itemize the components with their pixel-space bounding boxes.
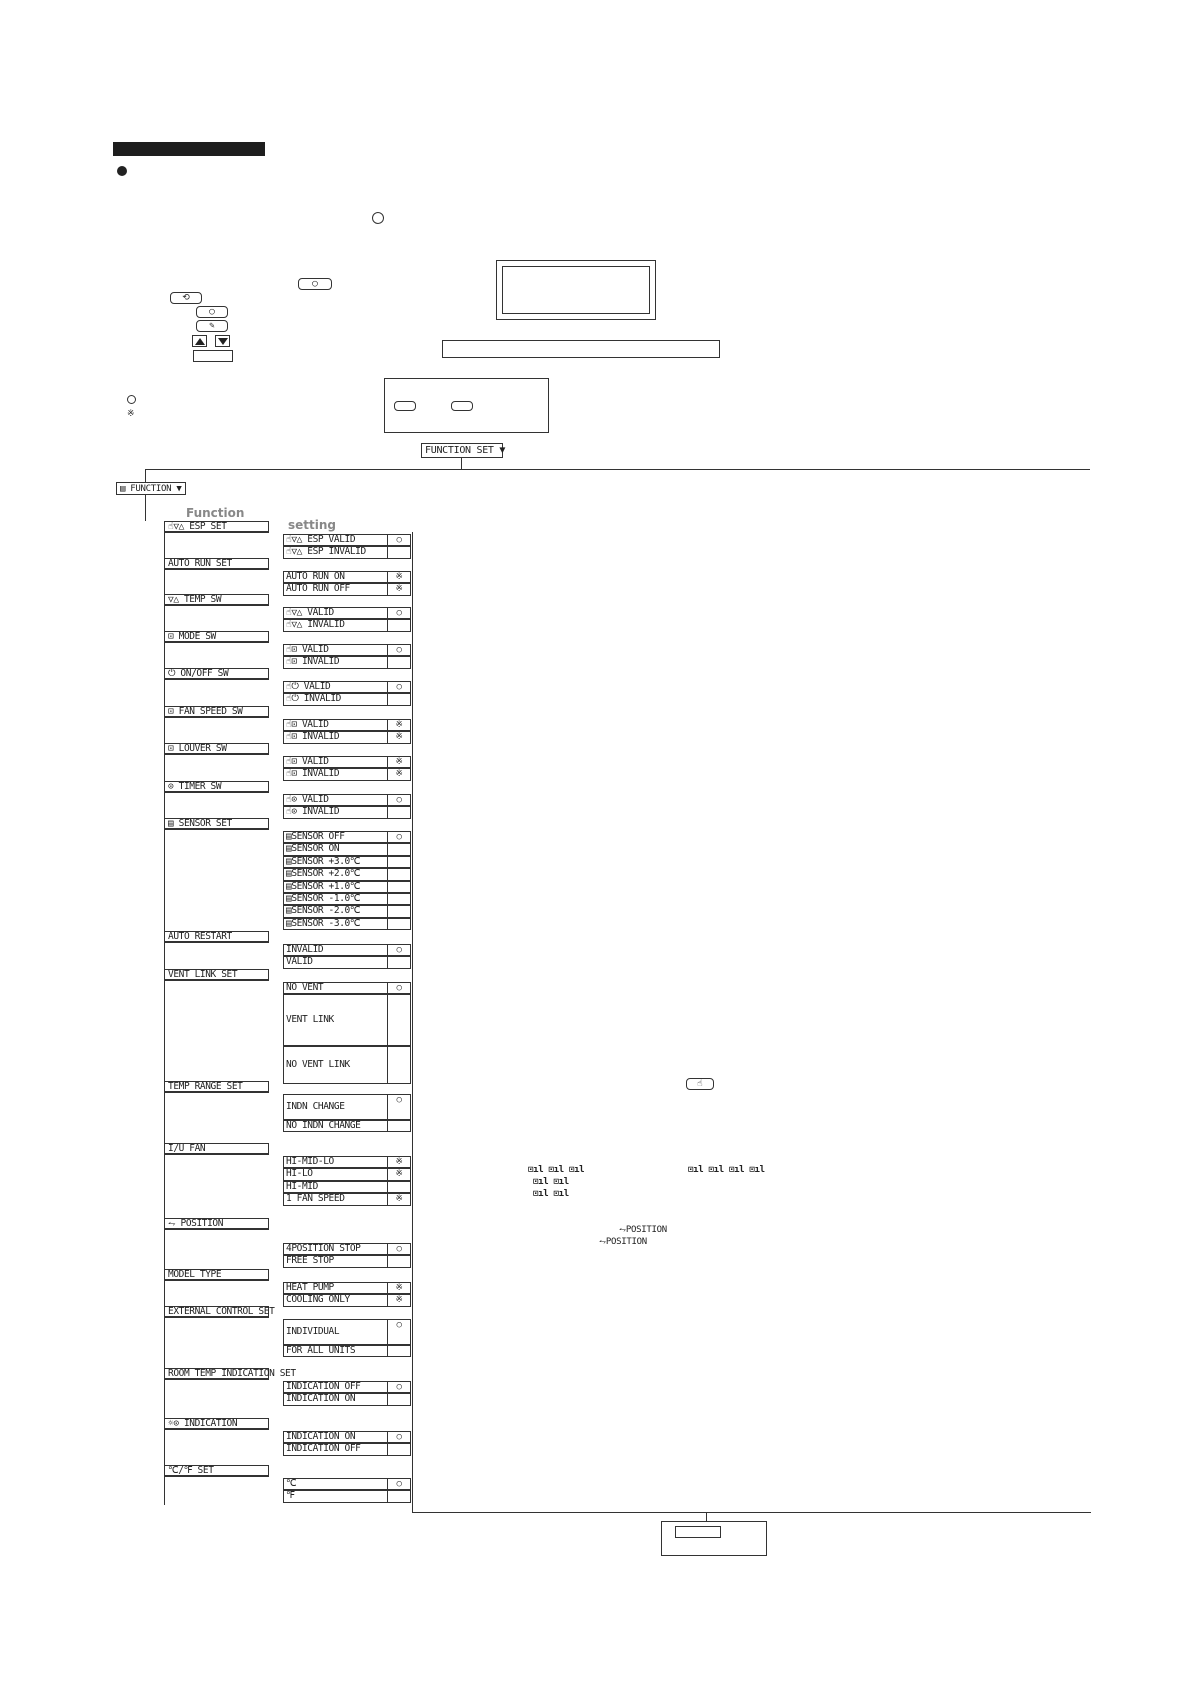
setting-mark: ※: [395, 572, 403, 582]
setting-label: FREE STOP: [286, 1256, 388, 1266]
setting-row: [283, 944, 411, 956]
setting-label: ▤SENSOR +1.0℃: [286, 882, 388, 892]
right-vertical-line: [412, 532, 413, 1512]
setting-mark: [388, 620, 410, 630]
setting-label: ▤SENSOR -1.0℃: [286, 894, 388, 904]
function-set-label: FUNCTION SET: [425, 445, 494, 456]
setting-row: [283, 956, 411, 968]
setting-mark: [388, 1121, 410, 1131]
setting-mark: [388, 869, 410, 879]
function-item: MODEL TYPE: [164, 1269, 269, 1281]
setting-row: [283, 1443, 411, 1455]
setting-label: INDICATION OFF: [286, 1382, 388, 1392]
default-circle-icon: ○: [396, 1095, 402, 1105]
default-circle-icon: ○: [396, 1320, 402, 1330]
bottom-connector-line: [706, 1512, 707, 1521]
setting-label: ▤SENSOR -3.0℃: [286, 919, 388, 929]
setting-label: ☝⊡ VALID: [286, 645, 388, 655]
setting-label: NO INDN CHANGE: [286, 1121, 388, 1131]
timer-button-icon: ◯: [196, 306, 228, 318]
setting-label: AUTO RUN ON: [286, 572, 388, 582]
setting-row: [283, 1046, 411, 1084]
setting-mark: [388, 807, 410, 817]
setting-row: [283, 1431, 411, 1443]
tree-connector-line: [164, 558, 165, 594]
setting-row: [283, 619, 411, 631]
setting-mark: ※: [395, 1194, 403, 1205]
setting-row: [283, 1294, 411, 1306]
setting-row: [283, 731, 411, 743]
setting-mark: ※: [395, 1295, 403, 1306]
setting-mark: [388, 1256, 410, 1266]
setting-mark: [388, 547, 410, 557]
setting-mark: ※: [395, 1169, 403, 1180]
tree-connector-line: [164, 1269, 165, 1306]
tree-connector-line: [164, 1081, 165, 1143]
setting-label: ☝⏻ VALID: [286, 682, 388, 692]
fan-speed-icons-d: ⊡ıl ⊡ıl: [533, 1189, 569, 1199]
setting-label: ☝⊙ VALID: [286, 795, 388, 805]
setting-row: [283, 1381, 411, 1393]
setting-row: [283, 1319, 411, 1345]
fan-speed-icons-c: ⊡ıl ⊡ıl: [533, 1177, 569, 1187]
setting-row: [283, 918, 411, 930]
setting-label: ☝⊡ VALID: [286, 757, 388, 767]
function-item: ☝▽△ ESP SET: [164, 521, 269, 533]
setting-label: ☝⊡ INVALID: [286, 657, 388, 667]
setting-mark: [388, 844, 410, 854]
setting-row: [283, 583, 411, 595]
setting-label: ☝▽△ ESP VALID: [286, 535, 388, 545]
setting-mark: [388, 1394, 410, 1404]
check-button-icon: ◯: [298, 278, 332, 290]
setting-label: ☝⏻ INVALID: [286, 694, 388, 704]
setting-label: FOR ALL UNITS: [286, 1346, 388, 1356]
setting-mark: [388, 1182, 410, 1192]
hand-button-icon: ☝: [686, 1078, 714, 1090]
tree-connector-line: [164, 631, 165, 668]
default-circle-icon: ○: [396, 1479, 402, 1489]
setting-row: [283, 1094, 411, 1120]
setting-label: INDIVIDUAL: [286, 1320, 388, 1344]
setting-row: [283, 994, 411, 1046]
set-button-icon: ⟲: [170, 292, 202, 304]
setting-row: [283, 1345, 411, 1357]
setting-row: [283, 831, 411, 843]
setting-row: [283, 1243, 411, 1255]
setting-row: [283, 546, 411, 558]
tree-connector-line: [164, 781, 165, 818]
setting-row: [283, 534, 411, 546]
function-item: ROOM TEMP INDICATION SET: [164, 1368, 269, 1380]
tree-connector-line: [164, 931, 165, 969]
setting-row: [283, 1156, 411, 1168]
setting-label: ▤SENSOR ON: [286, 844, 388, 854]
function-item: VENT LINK SET: [164, 969, 269, 981]
default-circle-icon: ○: [396, 645, 402, 655]
setting-label: ℃: [286, 1479, 388, 1489]
setting-row: [283, 756, 411, 768]
setting-row: [283, 1255, 411, 1267]
tree-connector-line: [164, 1218, 165, 1269]
default-circle-icon: ○: [396, 795, 402, 805]
tree-connector-line: [164, 521, 165, 558]
setting-row: [283, 644, 411, 656]
setting-label: 4POSITION STOP: [286, 1244, 388, 1254]
bottom-horizontal-line: [412, 1512, 1091, 1513]
setting-mark: ※: [395, 720, 403, 730]
tree-connector-line: [164, 1306, 165, 1368]
setting-label: HI-LO: [286, 1169, 388, 1179]
position-note-1: ⥊POSITION: [619, 1225, 667, 1235]
function-item: AUTO RUN SET: [164, 558, 269, 570]
setting-row: [283, 1120, 411, 1132]
setting-mark: [388, 657, 410, 667]
legend-star: ※: [127, 409, 135, 419]
setting-label: INVALID: [286, 945, 388, 955]
end-box: [661, 1521, 767, 1556]
setting-label: AUTO RUN OFF: [286, 584, 388, 594]
function-item: ▽△ TEMP SW: [164, 594, 269, 606]
setting-label: COOLING ONLY: [286, 1295, 388, 1305]
tree-connector-line: [164, 969, 165, 1081]
tree-connector-line: [164, 743, 165, 781]
setting-label: VENT LINK: [286, 995, 388, 1045]
function-item: ⥊ POSITION: [164, 1218, 269, 1230]
default-circle-icon: ○: [396, 1432, 402, 1442]
fan-speed-icons-a: ⊡ıl ⊡ıl ⊡ıl: [528, 1165, 585, 1175]
setting-row: [283, 1168, 411, 1180]
setting-mark: ※: [395, 769, 403, 780]
setting-mark: [388, 1346, 410, 1356]
setting-mark: [388, 1444, 410, 1454]
setting-label: ☝▽△ ESP INVALID: [286, 547, 388, 557]
function-item: TEMP RANGE SET: [164, 1081, 269, 1093]
setting-label: INDICATION ON: [286, 1394, 388, 1404]
setting-label: ☝⊡ VALID: [286, 720, 388, 730]
tree-connector-line: [164, 706, 165, 743]
setting-mark: [388, 919, 410, 929]
function-item: ☼⊙ INDICATION: [164, 1418, 269, 1430]
setting-row: [283, 571, 411, 583]
default-circle-icon: ○: [396, 945, 402, 955]
setting-label: ☝▽△ VALID: [286, 608, 388, 618]
setting-label: ▤SENSOR OFF: [286, 832, 388, 842]
setting-label: ☝⊙ INVALID: [286, 807, 388, 817]
setting-row: [283, 893, 411, 905]
tree-connector-line: [164, 1143, 165, 1218]
setting-label: HI-MID: [286, 1182, 388, 1192]
setting-row: [283, 693, 411, 705]
setting-row: [283, 607, 411, 619]
setting-mark: [388, 894, 410, 904]
setting-row: [283, 719, 411, 731]
setting-label: NO VENT LINK: [286, 1047, 388, 1083]
setting-label: HEAT PUMP: [286, 1283, 388, 1293]
function-icon: ▤: [120, 484, 126, 494]
column-header-setting: setting: [288, 518, 336, 532]
function-item: ⊡ FAN SPEED SW: [164, 706, 269, 718]
function-item: ⊙ TIMER SW: [164, 781, 269, 793]
column-header-function: Function: [186, 506, 245, 520]
setting-mark: [388, 957, 410, 967]
setting-label: INDICATION OFF: [286, 1444, 388, 1454]
tree-connector-line: [164, 1368, 165, 1418]
setting-row: [283, 1393, 411, 1405]
tree-connector-line: [164, 594, 165, 631]
tree-connector-line: [164, 1465, 165, 1505]
setting-label: ℉: [286, 1491, 388, 1501]
tree-connector-line: [164, 818, 165, 931]
tree-connector-line: [164, 668, 165, 706]
setting-label: HI-MID-LO: [286, 1157, 388, 1167]
setting-row: [283, 681, 411, 693]
setting-row: [283, 806, 411, 818]
setting-label: ▤SENSOR -2.0℃: [286, 906, 388, 916]
position-note-2: ⥊POSITION: [599, 1237, 647, 1247]
setting-label: ☝▽△ INVALID: [286, 620, 388, 630]
default-circle-icon: ○: [396, 535, 402, 545]
setting-mark: ※: [395, 1157, 403, 1167]
setting-label: ▤SENSOR +2.0℃: [286, 869, 388, 879]
setting-label: ▤SENSOR +3.0℃: [286, 857, 388, 867]
setting-row: [283, 982, 411, 994]
setting-row: [283, 1181, 411, 1193]
pencil-button-icon: ✎: [196, 320, 228, 332]
fan-speed-icons-b: ⊡ıl ⊡ıl ⊡ıl ⊡ıl: [688, 1165, 765, 1175]
setting-mark: ※: [395, 1283, 403, 1293]
setting-label: ☝⊡ INVALID: [286, 769, 388, 779]
function-item: ⊡ LOUVER SW: [164, 743, 269, 755]
down-triangle-icon: ▼: [499, 445, 506, 456]
setting-row: [283, 656, 411, 668]
setting-mark: ※: [395, 732, 403, 743]
function-item: I/U FAN: [164, 1143, 269, 1155]
setting-label: ☝⊡ INVALID: [286, 732, 388, 742]
setting-row: [283, 881, 411, 893]
setting-mark: [388, 882, 410, 892]
setting-label: 1 FAN SPEED: [286, 1194, 388, 1204]
setting-row: [283, 1478, 411, 1490]
setting-mark: [388, 1491, 410, 1501]
function-item: ▤ SENSOR SET: [164, 818, 269, 830]
function-item: AUTO RESTART: [164, 931, 269, 943]
setting-mark: ※: [395, 757, 403, 767]
setting-label: INDN CHANGE: [286, 1095, 388, 1119]
tree-connector-line: [164, 1418, 165, 1465]
setting-mark: [388, 995, 410, 1045]
function-label: FUNCTION: [130, 484, 172, 494]
setting-label: VALID: [286, 957, 388, 967]
default-circle-icon: ○: [396, 608, 402, 618]
setting-row: [283, 1282, 411, 1294]
setting-row: [283, 794, 411, 806]
function-item: ℃/℉ SET: [164, 1465, 269, 1477]
setting-row: [283, 1490, 411, 1502]
setting-label: NO VENT: [286, 983, 388, 993]
setting-row: [283, 768, 411, 780]
setting-row: [283, 1193, 411, 1205]
setting-mark: [388, 906, 410, 916]
setting-mark: [388, 1047, 410, 1083]
setting-row: [283, 843, 411, 855]
setting-label: INDICATION ON: [286, 1432, 388, 1442]
down-triangle-icon: ▼: [176, 484, 182, 494]
default-circle-icon: ○: [396, 682, 402, 692]
function-item: ⊡ MODE SW: [164, 631, 269, 643]
default-circle-icon: ○: [396, 983, 402, 993]
function-item: EXTERNAL CONTROL SET: [164, 1306, 269, 1318]
setting-mark: [388, 857, 410, 867]
setting-mark: [388, 694, 410, 704]
setting-row: [283, 856, 411, 868]
default-circle-icon: ○: [396, 832, 402, 842]
function-item: ⏻ ON/OFF SW: [164, 668, 269, 680]
default-circle-icon: ○: [396, 1244, 402, 1254]
setting-row: [283, 868, 411, 880]
setting-row: [283, 905, 411, 917]
setting-mark: ※: [395, 584, 403, 595]
default-circle-icon: ○: [396, 1382, 402, 1392]
end-inner-box: [675, 1526, 721, 1538]
